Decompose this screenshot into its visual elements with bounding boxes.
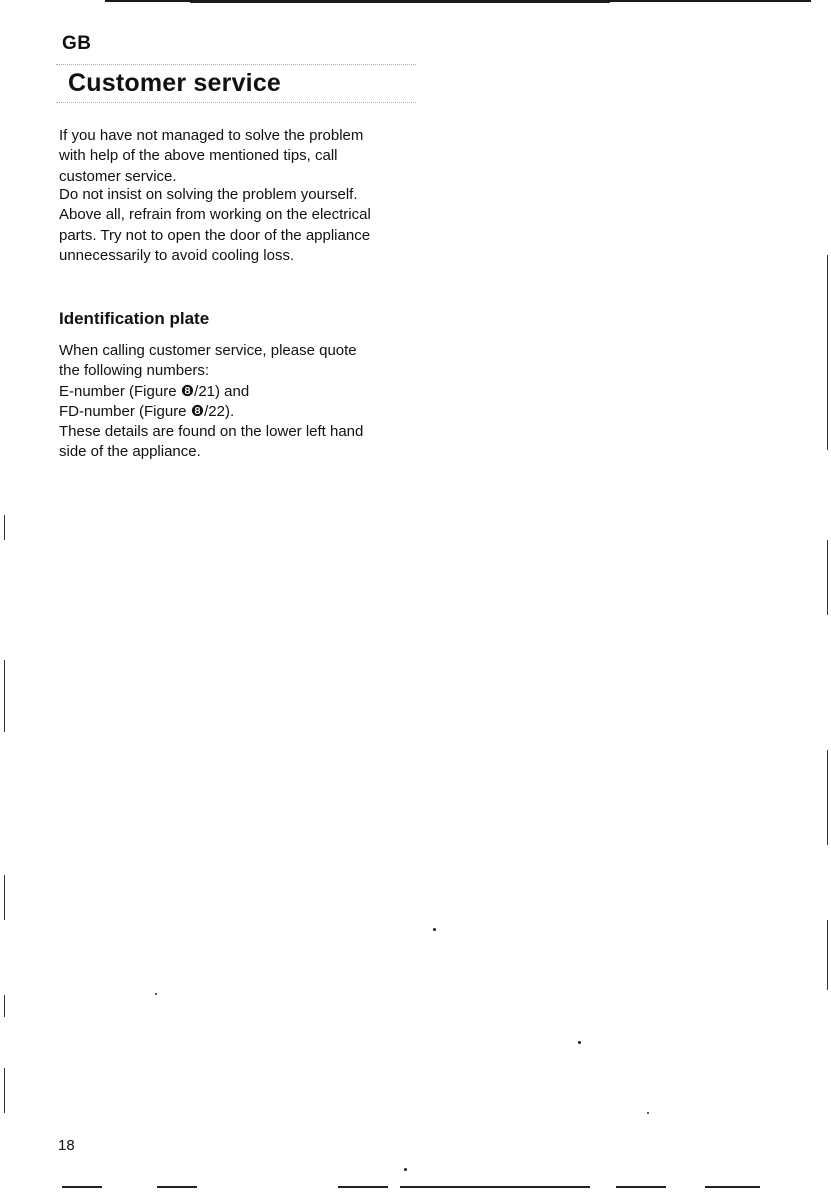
scan-speck bbox=[578, 1041, 581, 1044]
identification-line: FD-number (Figure ❽/22). bbox=[59, 402, 235, 420]
bottom-rule-5 bbox=[616, 1186, 666, 1188]
section-heading-identification-plate: Identification plate bbox=[59, 309, 210, 328]
bottom-rule-1 bbox=[62, 1186, 102, 1188]
bottom-rule-6 bbox=[705, 1186, 760, 1188]
language-tag: GB bbox=[62, 33, 92, 54]
right-edge-mark-2 bbox=[827, 540, 828, 615]
heading-dotted-line-top bbox=[56, 64, 416, 65]
advice-line: Above all, refrain from working on the electrical bbox=[59, 206, 371, 224]
left-edge-mark-3 bbox=[4, 875, 5, 920]
identification-line: side of the appliance. bbox=[59, 443, 201, 461]
advice-line: Do not insist on solving the problem yourself. bbox=[59, 186, 358, 203]
advice-line: unnecessarily to avoid cooling loss. bbox=[59, 246, 295, 264]
intro-line: with help of the above mentioned tips, call bbox=[59, 147, 338, 165]
scan-speck bbox=[647, 1112, 649, 1114]
advice-paragraph bbox=[59, 185, 429, 266]
identification-paragraph bbox=[59, 341, 429, 463]
top-rule-thick bbox=[190, 0, 610, 3]
scan-speck bbox=[433, 928, 436, 931]
intro-paragraph bbox=[59, 126, 429, 187]
left-edge-mark-2 bbox=[4, 660, 5, 732]
identification-line: E-number (Figure ❽/21) and bbox=[59, 382, 250, 400]
left-edge-mark-1 bbox=[4, 515, 5, 540]
left-edge-mark-5 bbox=[4, 1068, 5, 1113]
advice-line: parts. Try not to open the door of the appliance bbox=[59, 226, 371, 244]
bottom-rule-4 bbox=[400, 1186, 590, 1188]
right-edge-mark-4 bbox=[827, 920, 828, 990]
bottom-rule-3 bbox=[338, 1186, 388, 1188]
intro-line: If you have not managed to solve the problem bbox=[59, 127, 364, 144]
scan-speck bbox=[404, 1168, 407, 1171]
heading-dotted-line-bottom bbox=[56, 102, 416, 103]
intro-line: customer service. bbox=[59, 167, 177, 185]
right-edge-mark-1 bbox=[827, 255, 828, 450]
bottom-rule-2 bbox=[157, 1186, 197, 1188]
identification-line: When calling customer service, please quote bbox=[59, 342, 357, 359]
page-number: 18 bbox=[58, 1137, 75, 1154]
scan-speck bbox=[155, 993, 157, 995]
identification-line: These details are found on the lower left hand bbox=[59, 423, 364, 441]
right-edge-mark-3 bbox=[827, 750, 828, 845]
left-edge-mark-4 bbox=[4, 995, 5, 1017]
identification-line: the following numbers: bbox=[59, 362, 210, 380]
page-title: Customer service bbox=[68, 69, 282, 97]
